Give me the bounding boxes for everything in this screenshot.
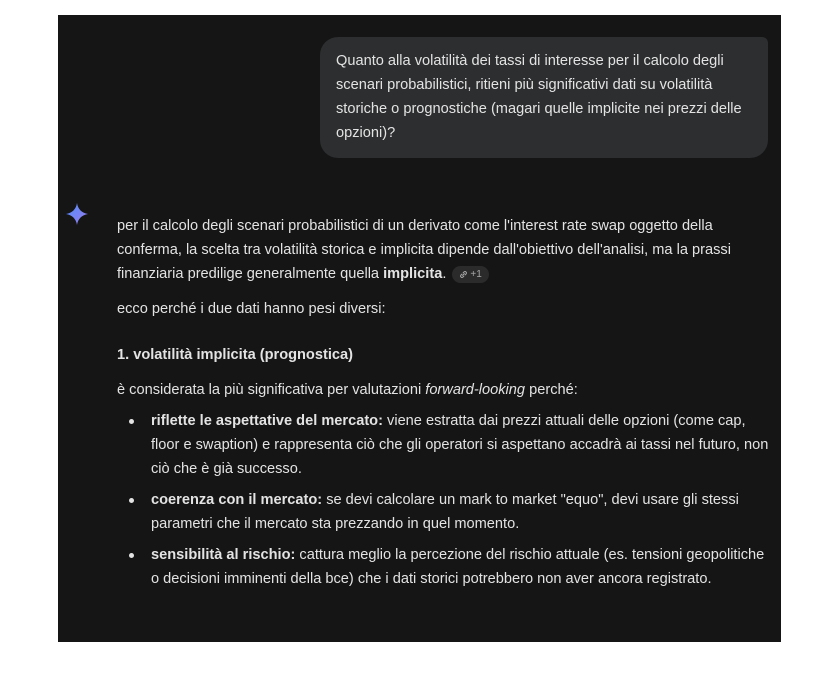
bold-implicita: implicita bbox=[383, 266, 443, 282]
link-icon bbox=[459, 270, 468, 279]
user-message-bubble bbox=[320, 37, 768, 158]
gemini-sparkle-icon bbox=[66, 203, 88, 225]
bullet-dot bbox=[129, 498, 134, 503]
section-intro: è considerata la più significativa per valutazioni forward-looking perché: bbox=[117, 382, 578, 398]
list-item: coerenza con il mercato: se devi calcolare un mark to market "equo", devi usare gli stessi parametri che il mercato sta prezzando in quel momento. bbox=[117, 488, 771, 536]
assistant-response bbox=[117, 214, 771, 598]
bullet-dot bbox=[129, 553, 134, 558]
list-item: riflette le aspettative del mercato: viene estratta dai prezzi attuali delle opzioni (come cap, floor e swaption) e rappresenta ciò che gli operatori si aspettano accadrà ai tassi nel futuro, non ciò che è già successo. bbox=[117, 409, 771, 481]
list-item: sensibilità al rischio: cattura meglio la percezione del rischio attuale (es. tensioni geopolitiche o decisioni imminenti della bce) che i dati storici potrebbero non aver ancora registrato. bbox=[117, 543, 771, 591]
response-intro: per il calcolo degli scenari probabilistici di un derivato come l'interest rate swap oggetto della conferma, la scelta tra volatilità storica e implicita dipende dall'obiettivo dell'analisi, ma la prassi finanziaria predilige generalmente quella implicita. +1 bbox=[117, 218, 731, 282]
bullet-dot bbox=[129, 419, 134, 424]
source-chip[interactable] bbox=[452, 266, 488, 283]
chat-panel bbox=[58, 15, 781, 642]
source-chip-count: +1 bbox=[470, 269, 482, 280]
user-message-text: Quanto alla volatilità dei tassi di interesse per il calcolo degli scenari probabilistici, ritieni più significativi dati su volatilità storiche o prognostiche (magari quelle implicite nei prezzi delle opzioni)? bbox=[336, 53, 742, 141]
response-para-2: ecco perché i due dati hanno pesi diversi: bbox=[117, 301, 386, 317]
bullet-list bbox=[117, 409, 771, 591]
section-heading: 1. volatilità implicita (prognostica) bbox=[117, 347, 353, 363]
